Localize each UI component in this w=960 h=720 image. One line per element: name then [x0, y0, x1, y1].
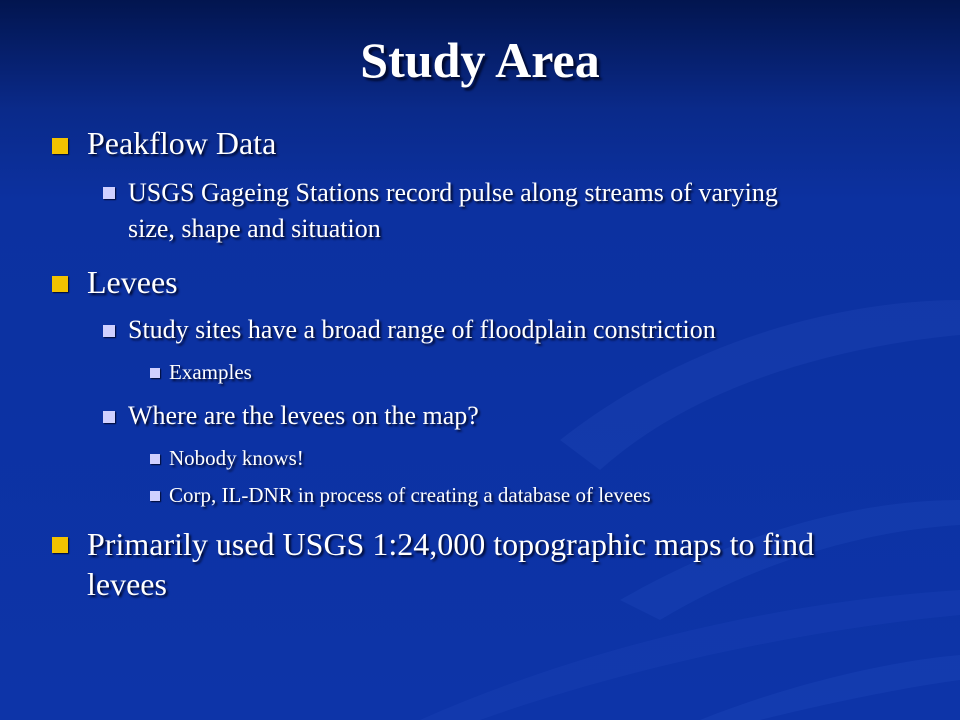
bullet-square-icon	[52, 138, 68, 154]
bullet-peakflow-data: Peakflow Data	[87, 125, 277, 161]
bullet-primarily-used-usgs	[87, 524, 814, 604]
sub-bullet-square-icon	[150, 368, 160, 378]
bullet-square-icon	[52, 537, 68, 553]
bullet-line: Primarily used USGS 1:24,000 topographic maps to find	[87, 526, 815, 562]
bullet-nobody-knows: Nobody knows!	[169, 446, 304, 470]
bullet-levees: Levees	[87, 264, 178, 300]
bullet-usgs-gageing-stations	[128, 175, 778, 247]
bullet-line: size, shape and situation	[128, 214, 381, 243]
bullet-where-are-levees: Where are the levees on the map?	[128, 401, 479, 430]
bullet-corp-il-dnr: Corp, IL-DNR in process of creating a database of levees	[169, 483, 651, 507]
bullet-line: levees	[87, 566, 167, 602]
sub-bullet-square-icon	[103, 325, 115, 337]
bullet-examples: Examples	[169, 360, 252, 384]
sub-bullet-square-icon	[103, 187, 115, 199]
bullet-square-icon	[52, 276, 68, 292]
slide-title: Study Area	[360, 32, 600, 88]
sub-bullet-square-icon	[103, 411, 115, 423]
bullet-line: USGS Gageing Stations record pulse along streams of varying	[128, 178, 778, 207]
sub-bullet-square-icon	[150, 491, 160, 501]
sub-bullet-square-icon	[150, 454, 160, 464]
bullet-study-sites: Study sites have a broad range of floodplain constriction	[128, 315, 716, 344]
